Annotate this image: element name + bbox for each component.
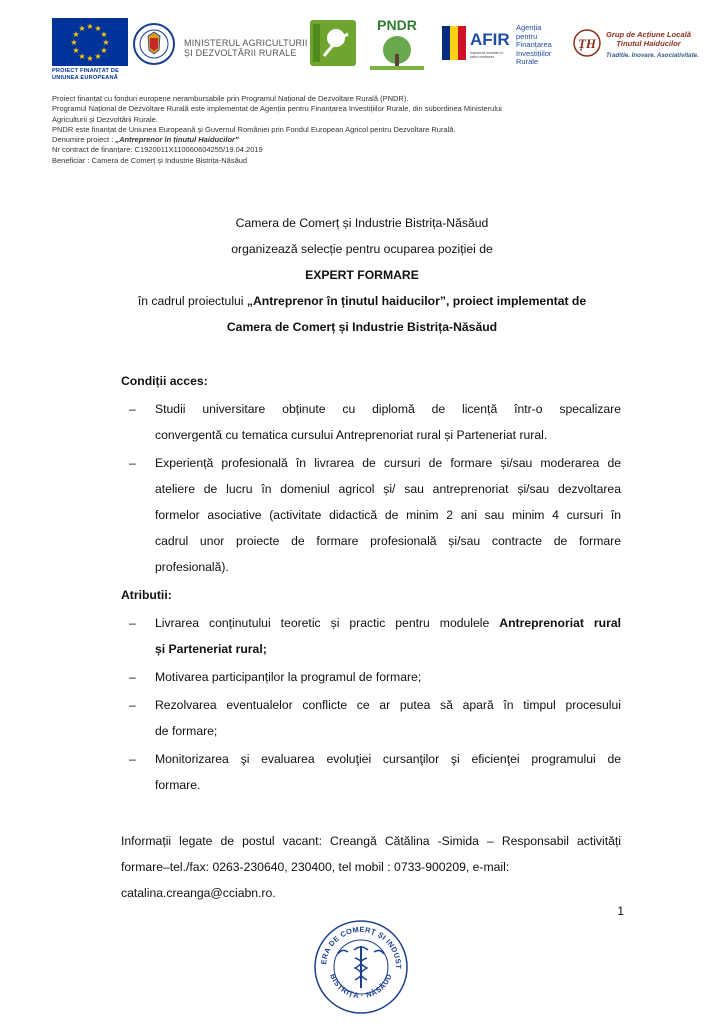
svg-text:BISTRIȚA · NĂSĂUD: BISTRIȚA · NĂSĂUD (328, 972, 394, 1001)
svg-text:★: ★ (72, 46, 80, 55)
position-title: EXPERT FORMARE (305, 268, 419, 282)
svg-text:★: ★ (72, 30, 80, 39)
dash-bullet: – (129, 616, 136, 630)
dash-bullet: – (129, 402, 136, 416)
intro-text: organizează selecție pentru ocuparea poziției de (231, 242, 493, 256)
duty-item: – Motivarea participanților la programul de formare; (121, 664, 621, 690)
svg-text:★: ★ (100, 46, 108, 55)
dash-bullet: – (129, 456, 136, 470)
condition-item: – Experiență profesională în livrarea de cursuri de formare și/sau moderarea de ateliere de lucru în domeniul agricol și/ sau antreprenoriat și/sau dezvoltarea formelor asociative (activitate didactică de minim 2 ani sau minim 4 cursuri în cadrul unor proiecte de formare profesională și/sau contracte de formare profesională). (121, 450, 621, 580)
ministry-name: MINISTERUL AGRICULTURII ȘI DEZVOLTĂRII RURALE (184, 38, 308, 58)
eu-caption: PROIECT FINANȚAT DE UNIUNEA EUROPEANĂ (52, 68, 120, 81)
afir-logo (442, 24, 564, 74)
gal-slogan: Tradiție. Inovare. Asociativitate. (606, 52, 699, 59)
afir-tagline: Împreună investim în satul românesc (470, 51, 504, 59)
svg-text:★: ★ (94, 24, 102, 33)
government-seal-logo (132, 22, 176, 71)
duty-item: – Rezolvarea eventualelor conflicte ce ar putea să apară în timpul procesului de formare; (121, 692, 621, 744)
svg-text:★: ★ (102, 38, 110, 47)
svg-text:ȚH: ȚH (577, 36, 597, 51)
conditions-title: Condiții acces: (121, 374, 208, 388)
svg-text:★: ★ (70, 38, 78, 47)
duty-item: – Monitorizarea şi evaluarea evoluţiei cursanţilor şi eficienţei programului de formare. (121, 746, 621, 798)
afir-subtitle: Agenția pentru Finanțarea Investițiilor Rurale (516, 23, 552, 67)
leader-logo (310, 20, 356, 66)
condition-item: – Studii universitare obținute cu diplomă de licență într-o specalizare convergentă cu tematica cursului Antreprenoriat rural și Parteneriat rural. (121, 396, 621, 448)
funding-info: Proiect finanțat cu fonduri europene nerambursabile prin Programul Național de Dezvoltare Rurală (PNDR). Programul Național de Dezvoltare Rurală este implementat de Agenția pentru Finanțarea Investițiilor Rurale, din subordinea Ministerului Agriculturii și Dezvoltării Rurale. PNDR este finanțat de Uniunea Europeană și Guvernul României prin Fondul European Agricol pentru Dezvoltare Rurală. Denumire proiect : „Antreprenor în ținutul Haiducilor” Nr contract de finanțare: C1920011X110060604255/19.04.2019 Beneficiar : Camera de Comerț și Industrie Bistrița-Năsăud (52, 94, 682, 166)
contact-info: Informații legate de postul vacant: Creangă Cătălina -Simida – Responsabil activități formare–tel./fax: 0263-230640, 230400, tel mobil : 0733-900209, e-mail: catalina.creanga@cciabn.ro. (121, 828, 621, 906)
svg-text:★: ★ (78, 24, 86, 33)
eu-stars-icon (52, 18, 128, 66)
svg-text:★: ★ (78, 52, 86, 61)
gal-logo (572, 22, 699, 72)
implementer-name: Camera de Comerț și Industrie Bistrița-Năsăud (226, 320, 498, 334)
eu-flag-logo (52, 18, 128, 66)
chamber-stamp-logo (312, 918, 410, 1016)
dash-bullet: – (129, 698, 136, 712)
pndr-logo (364, 16, 430, 74)
logo-bar (52, 16, 699, 82)
svg-text:★: ★ (94, 52, 102, 61)
svg-text:PNDR: PNDR (377, 17, 417, 33)
svg-text:★: ★ (100, 30, 108, 39)
project-name-line: Denumire proiect : „Antreprenor în ținutul Haiducilor” (52, 135, 239, 145)
svg-text:★: ★ (86, 22, 94, 31)
svg-text:★: ★ (86, 54, 94, 63)
svg-text:CAMERA DE COMERȚ ȘI INDUSTRIE: ERA DE COMERȚ ȘI INDUST (319, 924, 404, 970)
afir-title: AFIR (470, 30, 510, 49)
gal-title: Grup de Acțiune Locală Ținutul Haiducilor (606, 30, 691, 48)
page-number: 1 (617, 904, 624, 918)
contact-email: catalina.creanga@cciabn.ro. (121, 886, 276, 900)
organizer-name: Camera de Comerț și Industrie Bistrița-Năsăud (235, 216, 489, 230)
dash-bullet: – (129, 752, 136, 766)
duties-title: Atributii: (121, 588, 172, 602)
duty-item: – Livrarea conținutului teoretic și practic pentru modulele Antreprenoriat rural și Parteneriat rural; (121, 610, 621, 662)
project-line: în cadrul proiectului „Antreprenor în ținutul haiducilor”, proiect implementat de (137, 294, 587, 308)
dash-bullet: – (129, 670, 136, 684)
